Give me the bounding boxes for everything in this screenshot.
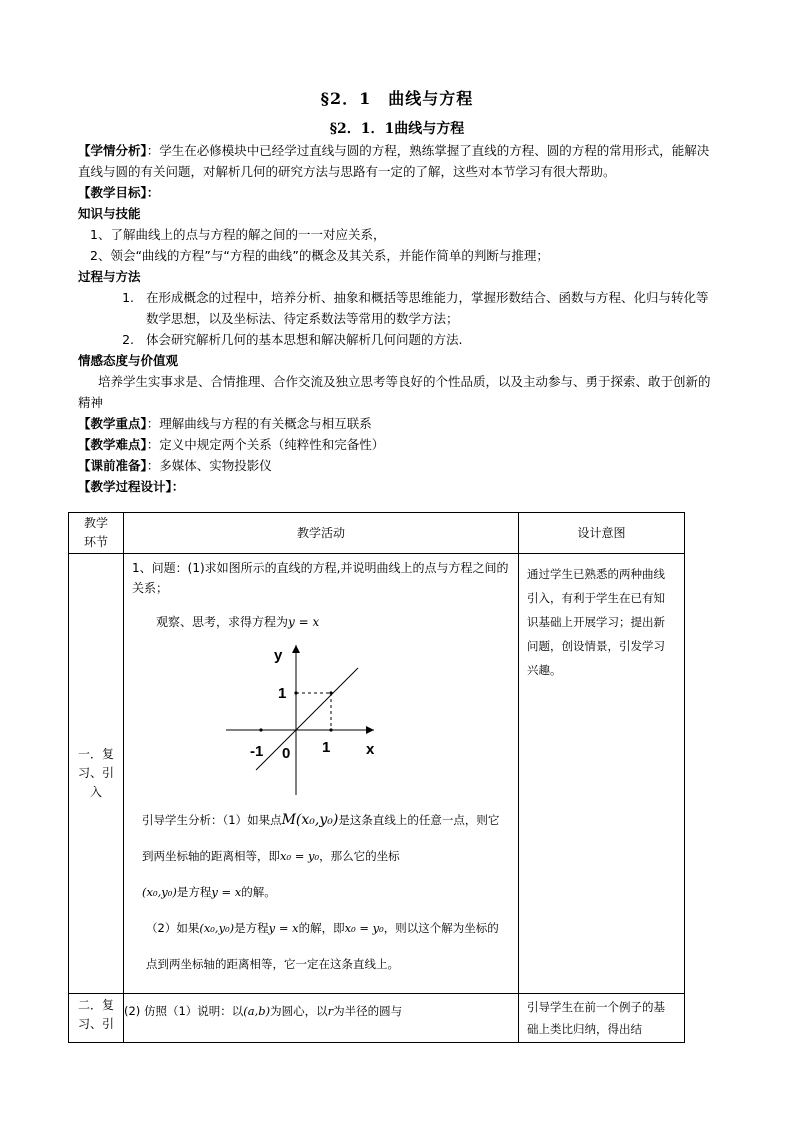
x-axis-arrow — [366, 726, 374, 734]
analysis-text: 引导学生分析：（1）如果点 — [142, 813, 282, 827]
math-expr: (x₀,y₀) — [199, 921, 235, 935]
key-point-label: 【教学重点】 — [78, 416, 147, 431]
math-expr: x₀ = y₀ — [344, 921, 384, 935]
header-activity: 教学活动 — [124, 513, 519, 554]
y-tick-label: 1 — [278, 685, 287, 702]
emotion-heading: 情感态度与价值观 — [78, 353, 179, 368]
process-item — [78, 287, 718, 329]
analysis-text: ，则以这个解为坐标的点到两坐标轴的距离相等，它一定在这条直线上。 — [146, 921, 499, 971]
lesson-intro — [78, 140, 718, 497]
section-subtitle: §2．1．1曲线与方程 — [329, 121, 465, 137]
student-analysis-label: 【学情分析】 — [78, 143, 147, 158]
analysis-text: 是方程 — [234, 921, 269, 935]
knowledge-heading: 知识与技能 — [78, 206, 141, 221]
item-text: 了解曲线上的点与方程的解之间的一一对应关系， — [110, 227, 386, 242]
equation: y = x — [288, 615, 320, 629]
process-item — [78, 329, 718, 350]
knowledge-item — [78, 224, 718, 245]
analysis-text: ，那么它的坐标 — [319, 849, 400, 863]
analysis-part-2 — [142, 910, 506, 982]
activity-text: 为圆心，以 — [270, 1004, 328, 1018]
preparation — [78, 455, 718, 476]
line-y-equals-x — [256, 668, 358, 770]
item-number: 2、 — [90, 248, 111, 263]
tick-point — [294, 691, 297, 694]
analysis-text: （2）如果 — [146, 921, 200, 935]
math-expr: (a,b) — [243, 1004, 271, 1018]
analysis-part-1 — [142, 802, 506, 910]
observe-text: 观察、思考，求得方程为 — [156, 615, 289, 629]
tick-point — [329, 691, 332, 694]
activity-text: 为半径的圆与 — [333, 1004, 403, 1018]
y-axis-label: y — [274, 647, 283, 664]
table-row — [69, 554, 685, 994]
line-graph — [216, 640, 376, 800]
key-point-text: ：理解曲线与方程的有关概念与相互联系 — [146, 416, 372, 431]
student-analysis — [78, 140, 718, 182]
analysis-text: 是方程 — [176, 885, 212, 899]
difficulty-text: ：定义中规定两个关系（纯粹性和完备性） — [146, 437, 385, 452]
student-analysis-text: ：学生在必修模块中已经学过直线与圆的方程，熟练掌握了直线的方程、圆的方程的常用形式，能解决直线与圆的有关问题，对解析几何的研究方法与思路有一定的了解，这些对本节学习有很大帮助。 — [78, 143, 710, 179]
table-row — [69, 994, 685, 1043]
observe-line — [132, 612, 510, 632]
prep-label: 【课前准备】 — [78, 458, 147, 473]
analysis-text: 的解。 — [241, 885, 276, 899]
math-expr: y = x — [268, 921, 299, 935]
analysis-text: 是这条直线上的任意一点，则它到两坐标轴的距离相等，即 — [142, 813, 500, 863]
goals-heading: 【教学目标】： — [78, 185, 160, 200]
tick-point — [329, 728, 332, 731]
x-tick-label-neg: -1 — [250, 743, 264, 760]
process-heading: 过程与方法 — [78, 269, 141, 284]
guided-analysis — [132, 802, 510, 982]
design-heading: 【教学过程设计】： — [78, 479, 185, 494]
math-expr: M(x₀,y₀) — [281, 812, 339, 828]
header-intent: 设计意图 — [519, 513, 685, 554]
intent-cell: 通过学生已熟悉的两种曲线引入，有利于学生在已有知识基础上开展学习；提出新问题，创设情景，引发学习兴趣。 — [519, 554, 685, 994]
math-expr: y = x — [211, 885, 242, 899]
stage-cell: 一．复习、引入 — [69, 554, 124, 994]
difficulty-label: 【教学难点】 — [78, 437, 147, 452]
emotion-text: 培养学生实事求是、合情推理、合作交流及独立思考等良好的个性品质，以及主动参与、勇于探索、敢于创新的精神 — [78, 374, 711, 410]
table-header-row — [69, 513, 685, 554]
lesson-process-table — [68, 512, 685, 1043]
knowledge-item — [78, 245, 718, 266]
tick-point — [259, 728, 262, 731]
math-expr: x₀ = y₀ — [280, 849, 320, 863]
analysis-text: 的解，即 — [298, 921, 345, 935]
item-text: 领会“曲线的方程”与“方程的曲线”的概念及其关系，并能作简单的判断与推理； — [110, 248, 549, 263]
difficulty — [78, 434, 718, 455]
item-text: 在形成概念的过程中，培养分析、抽象和概括等思维能力，掌握形数结合、函数与方程、化归与转化等数学思想，以及坐标法、待定系数法等常用的数学方法； — [146, 290, 709, 326]
math-expr: (x₀,y₀) — [142, 885, 177, 899]
item-number: 1. — [122, 290, 134, 305]
page-title: §2．1 曲线与方程 — [320, 89, 474, 108]
y-axis-arrow — [292, 645, 300, 653]
stage-cell: 二．复习、引 — [69, 994, 124, 1043]
header-stage: 教学环节 — [69, 513, 124, 554]
activity-cell — [124, 994, 519, 1043]
intent-cell: 引导学生在前一个例子的基础上类比归纳，得出结 — [519, 994, 685, 1043]
item-number: 1、 — [90, 227, 111, 242]
activity-cell — [124, 554, 519, 994]
item-number: 2. — [122, 332, 134, 347]
origin-label: 0 — [282, 745, 291, 762]
x-tick-label: 1 — [322, 739, 331, 756]
question-text: 1、问题：(1)求如图所示的直线的方程,并说明曲线上的点与方程之间的关系； — [132, 561, 509, 595]
prep-text: ：多媒体、实物投影仪 — [146, 458, 272, 473]
x-axis-label: x — [366, 741, 375, 758]
item-text: 体会研究解析几何的基本思想和解决解析几何问题的方法. — [146, 332, 463, 347]
key-point — [78, 413, 718, 434]
activity-text: (2) 仿照（1）说明：以 — [124, 1004, 244, 1018]
math-expr: r — [327, 1004, 334, 1018]
